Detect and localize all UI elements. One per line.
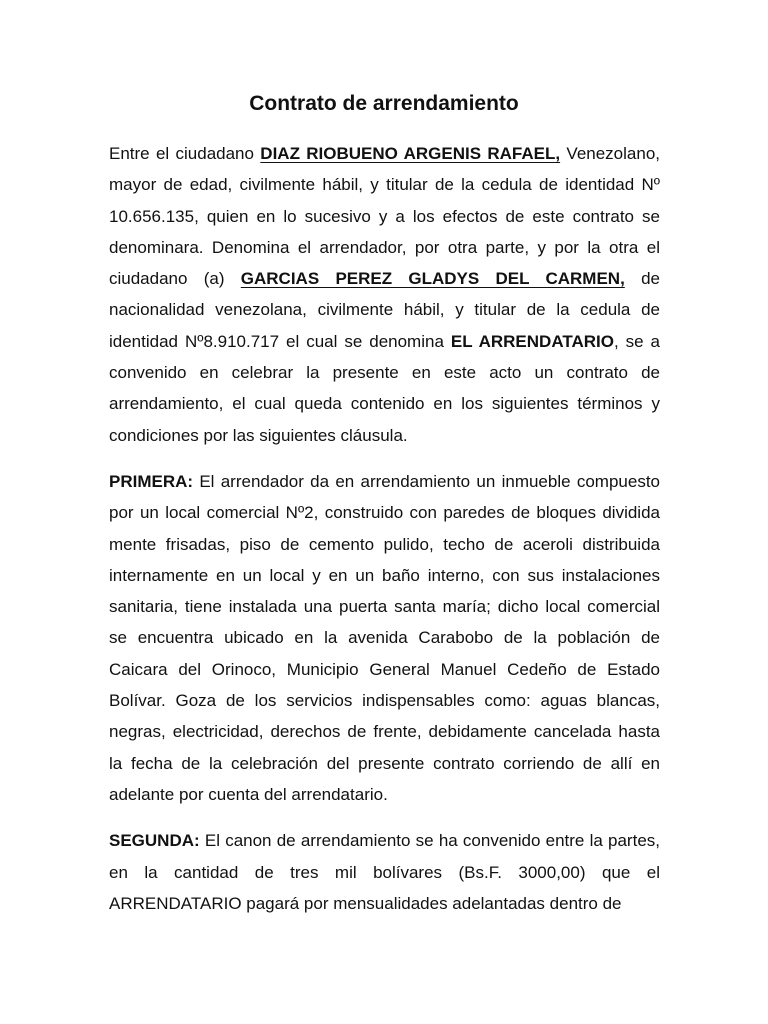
intro-text-1: Entre el ciudadano: [109, 144, 261, 163]
clause-primera: [109, 466, 660, 810]
intro-text-4: , se a convenido en celebrar la presente en este acto un contrato de arrendamiento, el cual queda contenido en los siguientes términos y condiciones por las siguientes cláusula.: [109, 331, 660, 445]
clause-segunda: [109, 825, 660, 919]
clause-primera-text: El arrendador da en arrendamiento un inmueble compuesto por un local comercial Nº2, construido con paredes de bloques dividida mente frisadas, piso de cemento pulido, techo de aceroli distribuida internamente en un local y en un baño interno, con sus instalaciones sanitaria, tiene instalada una puerta santa maría; dicho local comercial se encuentra ubicado en la avenida Carabobo de la población de Caicara del Orinoco, Municipio General Manuel Cedeño de Estado Bolívar. Goza de los servicios indispensables como: aguas blancas, negras, electricidad, derechos de frente, debidamente cancelada hasta la fecha de la celebración del presente contrato corriendo de allí en adelante por cuenta del arrendatario.: [109, 471, 660, 804]
clause-primera-label: PRIMERA:: [109, 471, 194, 491]
clause-segunda-label: SEGUNDA:: [109, 831, 200, 851]
intro-text-2: Venezolano, mayor de edad, civilmente hábil, y titular de la cedula de identidad Nº 10.656.135, quien en lo sucesivo y a los efectos de este contrato se denominara. Denomina el arrendador, por otra parte, y por la otra el ciudadano (a): [109, 144, 660, 289]
document-title: Contrato de arrendamiento: [249, 92, 519, 115]
clause-segunda-text: El canon de arrendamiento se ha convenido entre la partes, en la cantidad de tres mil bolívares (Bs.F. 3000,00) que el ARRENDATARIO pagará por mensualidades adelantadas dentro de: [109, 831, 660, 913]
tenant-role: EL ARRENDATARIO: [450, 331, 614, 351]
tenant-name: GARCIAS PEREZ GLADYS DEL CARMEN,: [240, 269, 625, 289]
intro-text-3: de nacionalidad venezolana, civilmente hábil, y titular de la cedula de identidad Nº8.910.717 el cual se denomina: [109, 269, 660, 351]
document-body: [109, 138, 660, 919]
landlord-name: DIAZ RIOBUENO ARGENIS RAFAEL,: [260, 144, 561, 163]
intro-paragraph: [109, 138, 660, 451]
